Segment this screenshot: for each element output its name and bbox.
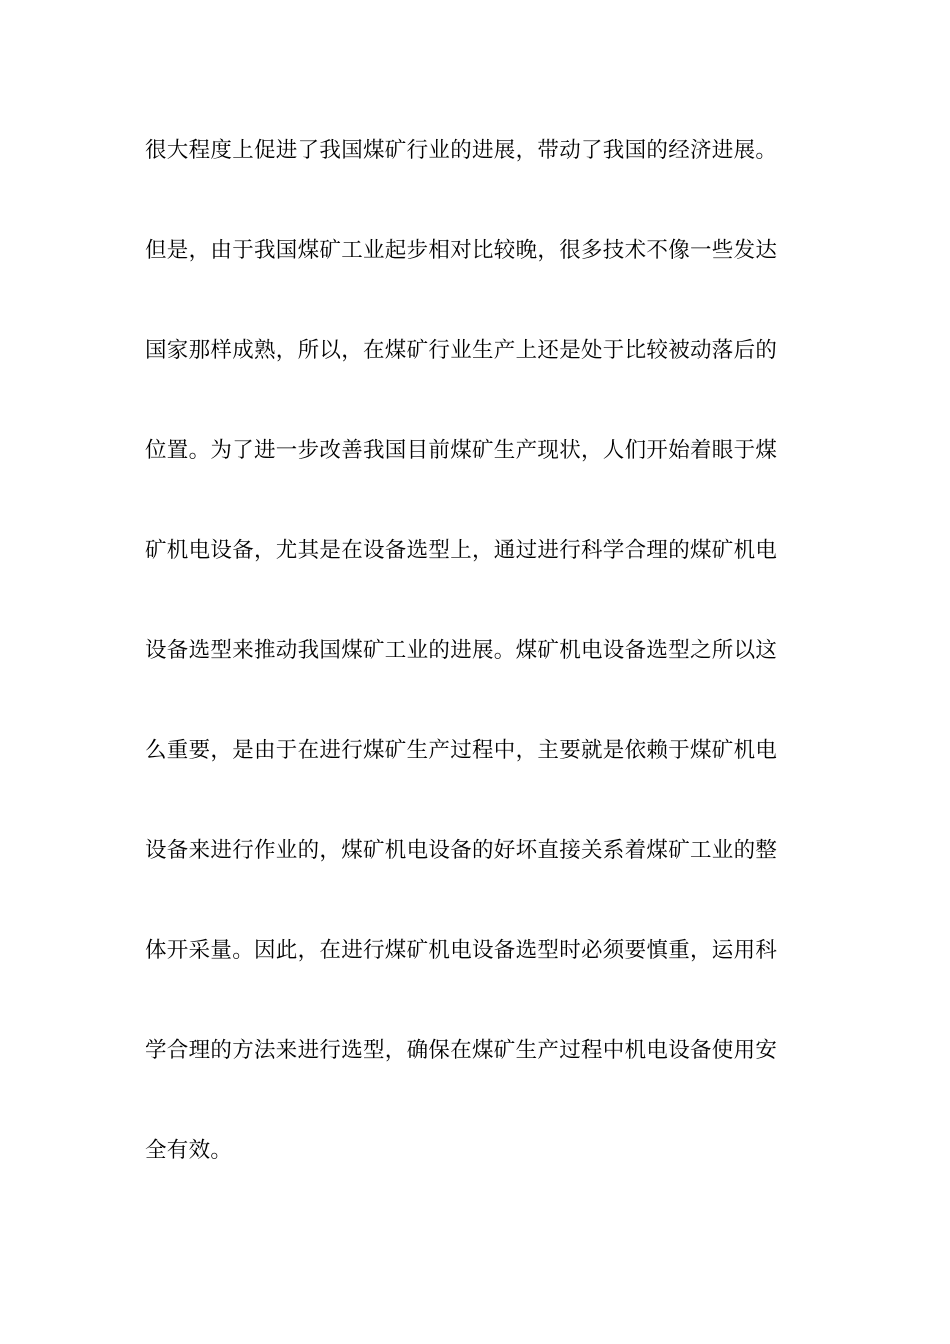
text-line: 位置。为了进一步改善我国目前煤矿生产现状，人们开始着眼于煤 bbox=[145, 438, 778, 463]
body-paragraph bbox=[145, 126, 810, 1226]
text-line: 国家那样成熟，所以，在煤矿行业生产上还是处于比较被动落后的 bbox=[145, 338, 778, 363]
text-line: 但是，由于我国煤矿工业起步相对比较晚，很多技术不像一些发达 bbox=[145, 238, 778, 263]
text-line: 全有效。 bbox=[145, 1138, 233, 1163]
text-line: 很大程度上促进了我国煤矿行业的进展，带动了我国的经济进展。 bbox=[145, 138, 778, 163]
text-line: 学合理的方法来进行选型，确保在煤矿生产过程中机电设备使用安 bbox=[145, 1038, 778, 1063]
text-line: 体开采量。因此，在进行煤矿机电设备选型时必须要慎重，运用科 bbox=[145, 938, 778, 963]
text-line: 矿机电设备，尤其是在设备选型上，通过进行科学合理的煤矿机电 bbox=[145, 538, 778, 563]
text-line: 么重要，是由于在进行煤矿生产过程中，主要就是依赖于煤矿机电 bbox=[145, 738, 778, 763]
text-line: 设备来进行作业的，煤矿机电设备的好坏直接关系着煤矿工业的整 bbox=[145, 838, 778, 863]
text-line: 设备选型来推动我国煤矿工业的进展。煤矿机电设备选型之所以这 bbox=[145, 638, 778, 663]
